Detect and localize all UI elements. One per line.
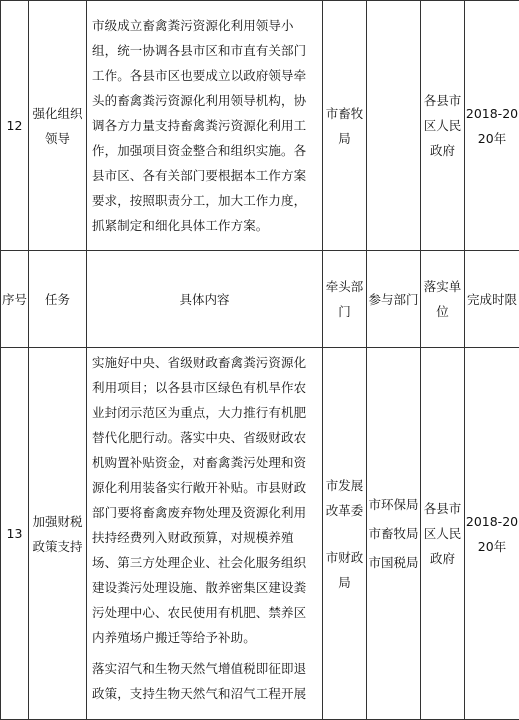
- row-implementer: 各县市区人民政府: [421, 1, 465, 251]
- header-content: 具体内容: [87, 251, 323, 348]
- content-paragraph: 落实沼气和生物天然气增值税即征即退政策，支持生物天然气和沼气工程开展: [92, 656, 317, 706]
- participating-dept-item: 市畜牧局: [367, 521, 420, 546]
- lead-dept-item: 市发展改革委: [323, 473, 366, 523]
- row-participating-dept: [367, 1, 421, 251]
- content-paragraph: 实施好中央、省级财政畜禽粪污资源化利用项目；以各县市区绿色有机旱作农业封闭示范区为重点，大力推行有机肥替代化肥行动。落实中央、省级财政农机购置补贴资金，对畜禽粪污处理和资源化利用装备实行敞开补贴。市县财政部门要将畜禽废弃物处理及资源化利用扶持经费列入财政预算，对规模养殖场、第三方处理企业、社会化服务组织建设粪污处理设施、散养密集区建设粪污处理中心、农民使用有机肥、禁养区内养殖场户搬迁等给予补助。: [92, 350, 317, 650]
- row-task: 加强财税政策支持: [29, 348, 87, 720]
- row-number: 12: [1, 1, 29, 251]
- row-content: 市级成立畜禽粪污资源化利用领导小组，统一协调各县市区和市直有关部门工作。各县市区也要成立以政府领导牵头的畜禽粪污资源化利用领导机构，协调各方力量支持畜禽粪污资源化利用工作，加强项目资金整合和组织实施。各县市区、各有关部门要根据本工作方案要求，按照职责分工，加大工作力度，抓紧制定和细化具体工作方案。: [87, 1, 323, 251]
- row-deadline: 2018-2020年: [465, 348, 519, 720]
- header-deadline: 完成时限: [465, 251, 519, 348]
- row-implementer: 各县市区人民政府: [421, 348, 465, 720]
- row-task: 强化组织领导: [29, 1, 87, 251]
- lead-dept-item: 市财政局: [323, 545, 366, 595]
- header-participating-dept: 参与部门: [367, 251, 421, 348]
- participating-dept-item: 市环保局: [367, 492, 420, 517]
- table-row: [1, 1, 519, 251]
- row-number: 13: [1, 348, 29, 720]
- header-number: 序号: [1, 251, 29, 348]
- header-lead-dept: 牵头部门: [323, 251, 367, 348]
- row-lead-dept: [323, 348, 367, 720]
- row-content: [87, 348, 323, 720]
- table-row: [1, 348, 519, 720]
- header-task: 任务: [29, 251, 87, 348]
- row-participating-dept: [367, 348, 421, 720]
- row-lead-dept: 市畜牧局: [323, 1, 367, 251]
- header-implementer: 落实单位: [421, 251, 465, 348]
- header-row: [1, 251, 519, 348]
- row-deadline: 2018-2020年: [465, 1, 519, 251]
- participating-dept-item: 市国税局: [367, 550, 420, 575]
